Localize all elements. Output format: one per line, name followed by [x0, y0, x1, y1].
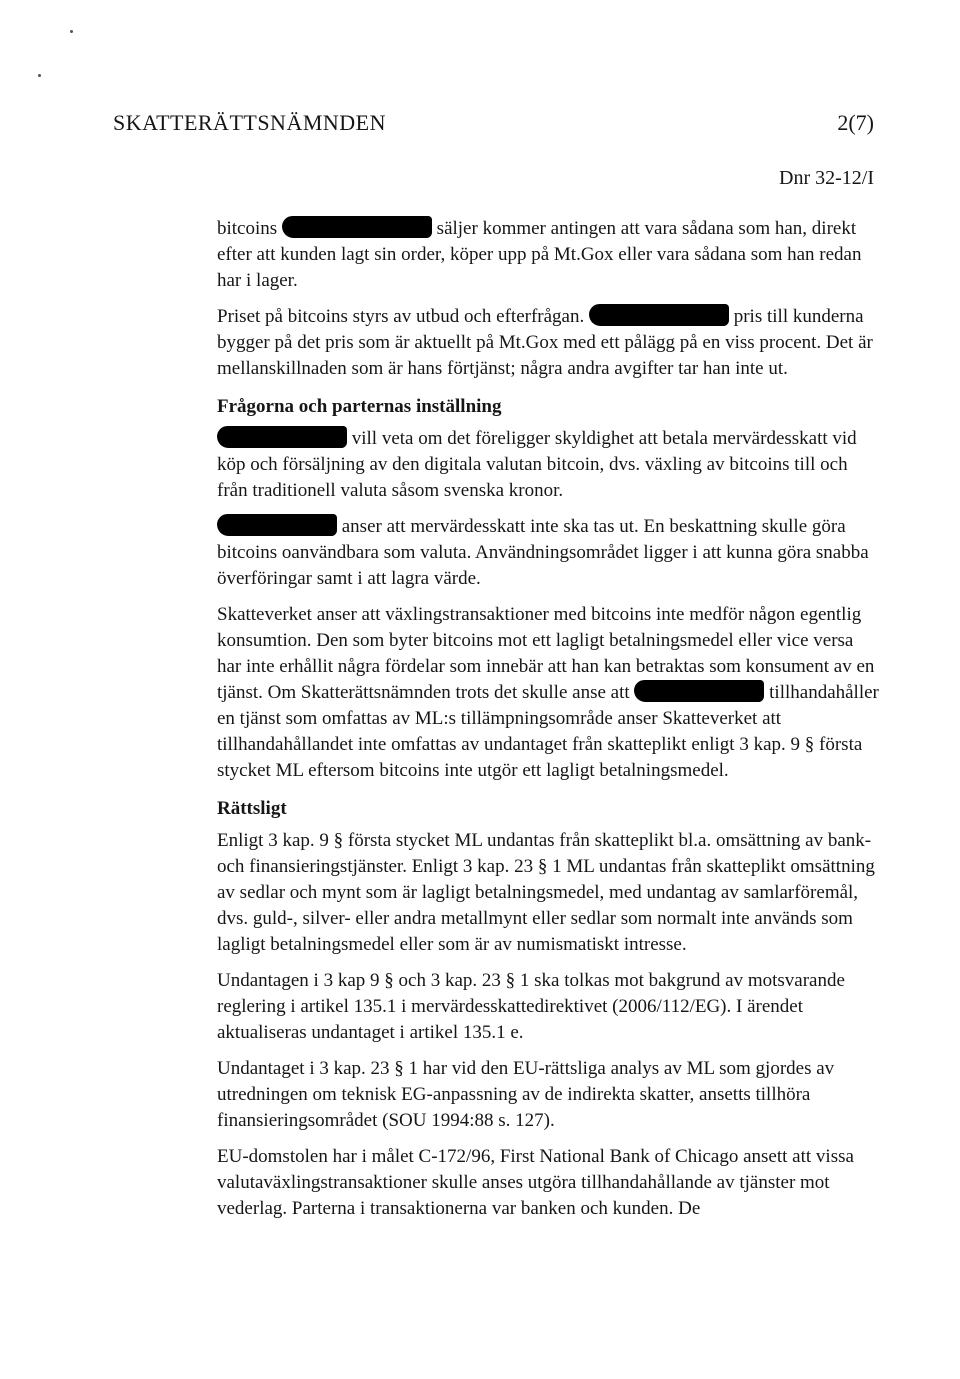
paragraph-text: bitcoins — [217, 218, 278, 239]
paragraph: Enligt 3 kap. 9 § första stycket ML undantas från skatteplikt bl.a. omsättning av bank- och finansieringstjänster. Enligt 3 kap. 23 § 1 ML undantas från skatteplikt omsättning av sedlar och mynt som är lagligt betalningsmedel, med undantag av samlarföremål, dvs. guld-, silver- eller andra metallmynt eller sedlar som normalt inte används som lagligt betalningsmedel eller som är av numismatiskt intresse. — [217, 830, 875, 955]
paragraph-text: anser att mervärdesskatt inte ska tas ut. En beskattning skulle göra bitcoins oanvändbara som valuta. Användningsområdet ligger i att kunna göra snabba överföringar samt i att lagra värde. — [217, 516, 869, 589]
paragraph-text: säljer kommer antingen att vara sådana som han, direkt efter att kunden lagt sin order, köper upp på Mt.Gox eller vara sådana som han redan har i lager. — [217, 218, 862, 291]
redaction-mark — [589, 304, 729, 326]
case-number: Dnr 32-12/I — [779, 167, 874, 189]
paragraph — [217, 304, 882, 382]
section-heading: Frågorna och parternas inställning — [217, 396, 502, 417]
redaction-mark — [217, 514, 337, 536]
paragraph-text: vill veta om det föreligger skyldighet att betala mervärdesskatt vid köp och försäljning av den digitala valutan bitcoin, dvs. växling av bitcoins till och från traditionell valuta såsom svenska kronor. — [217, 428, 857, 501]
redaction-mark — [634, 680, 764, 702]
redaction-mark — [217, 426, 347, 448]
paragraph — [217, 602, 882, 784]
page-number: 2(7) — [837, 110, 874, 135]
paragraph: Undantagen i 3 kap 9 § och 3 kap. 23 § 1 ska tolkas mot bakgrund av motsvarande reglering i artikel 135.1 i mervärdesskattedirektivet (2006/112/EG). I ärendet aktualiseras undantaget i artikel 135.1 e. — [217, 970, 845, 1043]
paragraph — [217, 514, 882, 592]
scan-speck — [38, 74, 41, 77]
paragraph-text: Skatteverket anser att växlingstransaktioner med bitcoins inte medför någon egentlig konsumtion. Den som byter bitcoins mot ett lagligt betalningsmedel eller vice versa har inte erhållit några fördelar som innebär att han kan betraktas som konsument av en tjänst. Om Skatterättsnämnden trots det skulle anse att — [217, 604, 875, 703]
redaction-mark — [282, 216, 432, 238]
section-heading: Rättsligt — [217, 798, 287, 819]
paragraph-text: tillhandahåller en tjänst som omfattas av ML:s tillämpningsområde anser Skatteverket att tillhandahållandet inte omfattas av undantaget från skatteplikt enligt 3 kap. 9 § första stycket ML eftersom bitcoins inte utgör ett lagligt betalningsmedel. — [217, 682, 879, 781]
organization-name: SKATTERÄTTSNÄMNDEN — [113, 110, 386, 135]
paragraph — [217, 216, 882, 294]
scan-speck — [70, 30, 73, 33]
paragraph-text: Priset på bitcoins styrs av utbud och efterfrågan. — [217, 306, 585, 327]
paragraph-text: pris till kunderna bygger på det pris som är aktuellt på Mt.Gox med ett pålägg på en viss procent. Det är mellanskillnaden som är hans förtjänst; några andra avgifter tar han inte ut. — [217, 306, 873, 379]
paragraph — [217, 426, 882, 504]
document-body — [217, 216, 882, 1232]
paragraph: EU-domstolen har i målet C-172/96, First National Bank of Chicago ansett att vissa valutaväxlingstransaktioner skulle anses utgöra tillhandahållande av tjänster mot vederlag. Parterna i transaktionerna var banken och kunden. De — [217, 1146, 854, 1219]
paragraph: Undantaget i 3 kap. 23 § 1 har vid den EU-rättsliga analys av ML som gjordes av utredningen om teknisk EG-anpassning av de indirekta skatter, ansetts tillhöra finansieringsområdet (SOU 1994:88 s. 127). — [217, 1058, 835, 1131]
